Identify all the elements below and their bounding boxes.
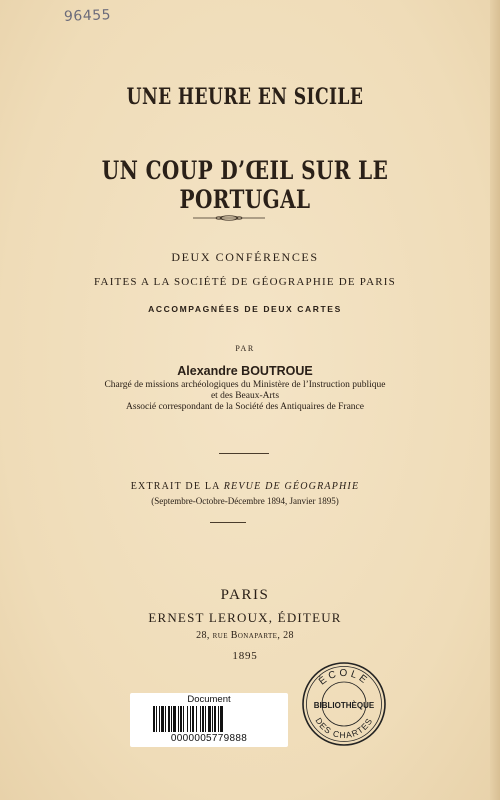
divider-rule-top [219,453,269,454]
author-affiliation-3: Associé correspondant de la Société des Antiquaires de France [126,402,364,412]
stamp-bottom-text: DES CHARTES [313,715,375,741]
title-line-1: UNE HEURE EN SICILE [126,84,364,110]
extract-prefix: EXTRAIT DE LA [130,481,221,492]
svg-text:ÉCOLE [316,668,371,688]
subtitle-maps: ACCOMPAGNÉES DE DEUX CARTES [148,304,342,314]
imprint-street: rue Bonaparte, [212,630,281,641]
journal-title: REVUE DE GÉOGRAPHIE [223,481,360,492]
author-affiliation-2: et des Beaux-Arts [210,391,280,401]
imprint-address [0,630,490,641]
author-name: Alexandre BOUTROUE [177,364,313,378]
stamp-center-text: BIBLIOTHÈQUE [313,701,375,710]
stamp-top-text: ÉCOLE [317,667,371,688]
svg-text:DES CHARTES [313,716,374,740]
barcode-label-title: Document [187,694,231,705]
library-stamp [300,660,388,748]
imprint-number-end: 28 [283,630,294,641]
page-edge [490,0,500,800]
barcode-label [130,693,288,747]
divider-rule-bottom [210,522,246,523]
imprint-year: 1895 [232,650,258,662]
ornament-divider [193,214,265,222]
author-affiliation-1: Chargé de missions archéologiques du Ministère de l’Instruction publique [104,380,386,390]
by-label: PAR [235,344,255,353]
subtitle-place: FAITES A LA SOCIÉTÉ DE GÉOGRAPHIE DE PARIS [94,276,396,288]
shelfmark-handwritten: 96455 [63,7,112,25]
extract-line [0,481,490,492]
imprint-number: 28, [196,630,210,641]
imprint-city: PARIS [220,587,270,603]
title-line-2: UN COUP D’ŒIL SUR LE PORTUGAL [101,156,389,214]
barcode-icon [153,706,265,732]
subtitle-conferences: DEUX CONFÉRENCES [171,250,319,264]
imprint-publisher: ERNEST LEROUX, ÉDITEUR [148,610,342,625]
barcode-number: 0000005779888 [170,733,248,744]
extract-dates: (Septembre-Octobre-Décembre 1894, Janvier 1895) [151,496,339,506]
